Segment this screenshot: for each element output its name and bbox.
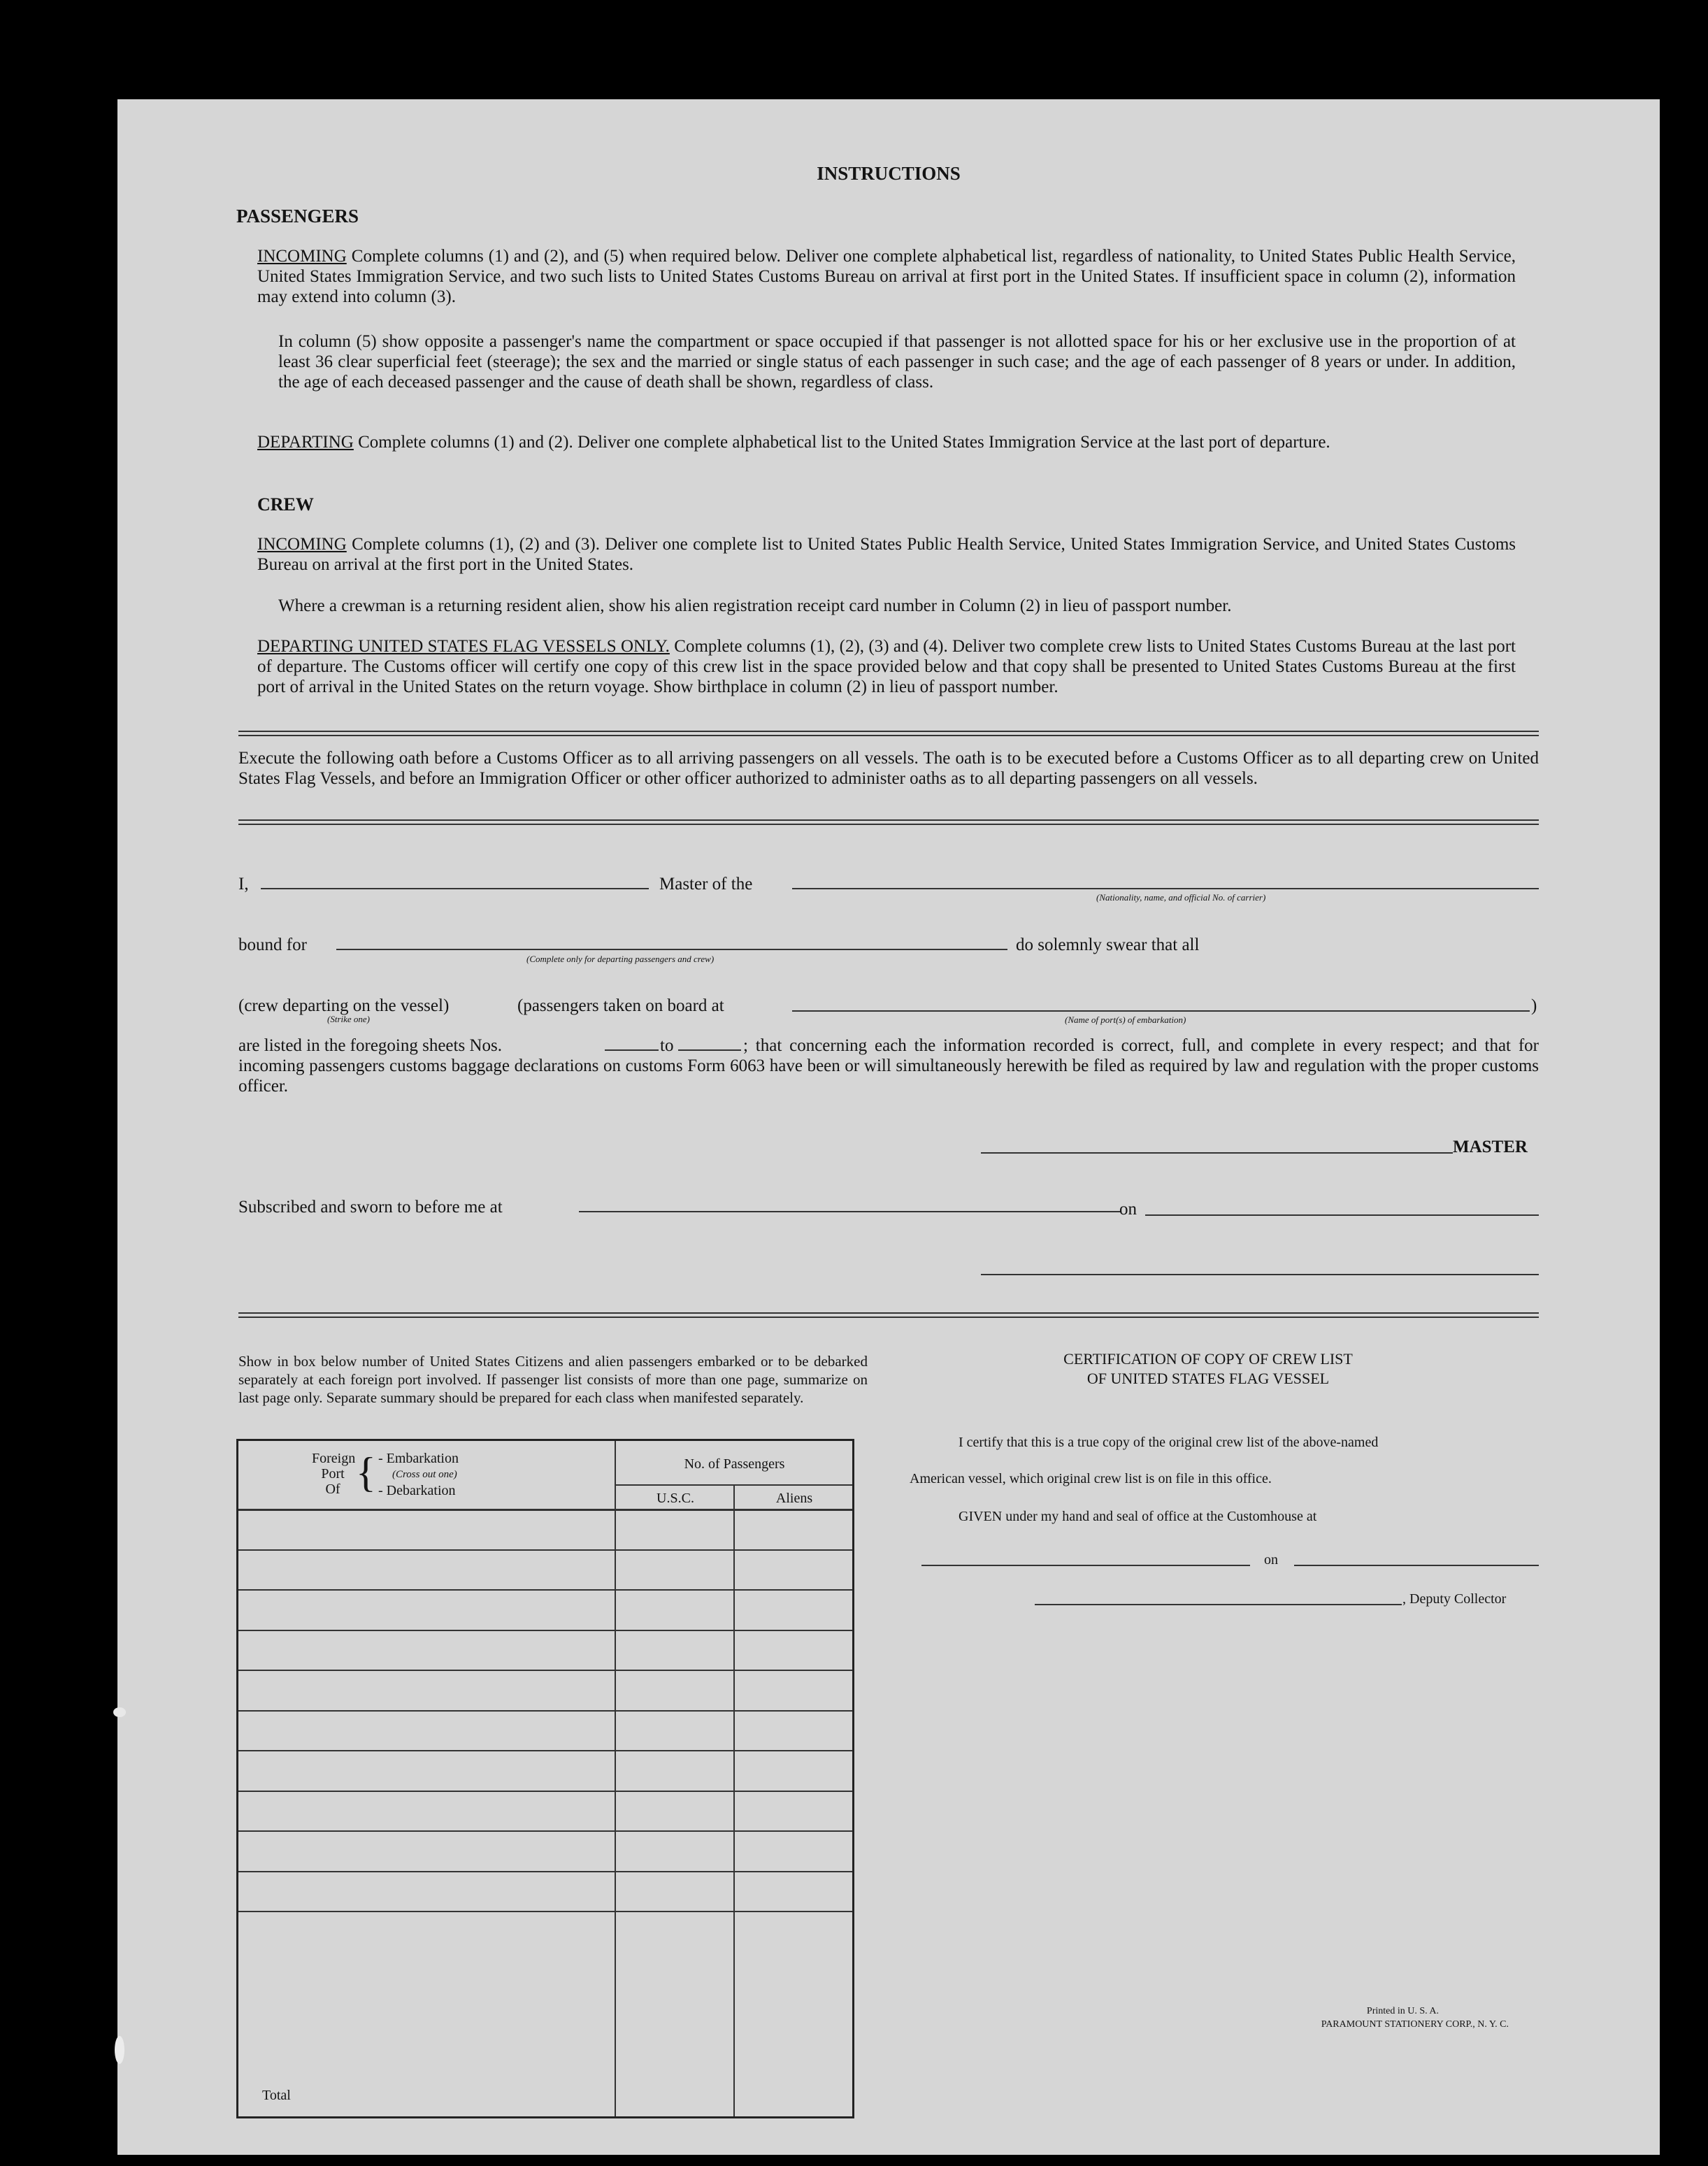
bound-for-label: bound for bbox=[238, 935, 307, 954]
passengers-departing-text: Complete columns (1) and (2). Deliver one complete alphabetical list to the United States Immigration Service at the last port of departure. bbox=[358, 433, 1330, 452]
carrier-field[interactable] bbox=[792, 888, 1539, 889]
total-label: Total bbox=[262, 2088, 291, 2103]
cert-date-field[interactable] bbox=[1294, 1565, 1539, 1566]
usc-header: U.S.C. bbox=[656, 1491, 694, 1506]
passengers-departing-label: DEPARTING bbox=[257, 433, 354, 452]
col-port-line1: Foreign bbox=[312, 1451, 356, 1466]
embarkation-label[interactable]: - Embarkation bbox=[378, 1451, 459, 1466]
oath-execute-paragraph: Execute the following oath before a Customs Officer as to all arriving passengers on all vessels. The oath is to be executed before a Customs Officer as to all departing crew on United States Flag Vessels, and before an Immigration Officer or other officer authorized to administer oaths as to all departing passengers on all vessels. bbox=[238, 749, 1539, 788]
crew-departing-text: Complete columns (1), (2), (3) and (4). Deliver two complete crew lists to United States Customs Bureau at the last port of departure. The Customs officer will certify one copy of this crew list in the space provided below and that copy shall be presented to United States Customs Bureau at the first port of arrival in the United States on the return voyage. Show birthplace in column (2) in lieu of passport number. bbox=[257, 637, 1516, 696]
master-of-the-label: Master of the bbox=[659, 875, 753, 894]
summary-instructions: Show in box below number of United States Citizens and alien passengers embarked or to be debarked separately at each foreign port involved. If passenger list consists of more than one page, summarize on last page only. Separate summary should be prepared for each class when manifested separately. bbox=[238, 1353, 868, 1406]
printer-line1: Printed in U. S. A. bbox=[1366, 2006, 1439, 2016]
close-paren: ) bbox=[1531, 996, 1537, 1015]
given-line: GIVEN under my hand and seal of office at the Customhouse at bbox=[959, 1509, 1317, 1524]
printer-line2: PARAMOUNT STATIONERY CORP., N. Y. C. bbox=[1321, 2019, 1509, 2030]
table-row[interactable] bbox=[238, 1791, 852, 1831]
cert-on-label: on bbox=[1264, 1552, 1278, 1568]
crew-heading: CREW bbox=[257, 494, 314, 515]
instructions-title: INSTRUCTIONS bbox=[817, 163, 961, 184]
sworn-date-field[interactable] bbox=[1145, 1214, 1539, 1216]
customhouse-field[interactable] bbox=[921, 1565, 1250, 1566]
table-row[interactable] bbox=[238, 1830, 852, 1871]
listed-prefix: are listed in the foregoing sheets Nos. bbox=[238, 1036, 502, 1055]
sworn-on-label: on bbox=[1119, 1200, 1137, 1219]
summary-table bbox=[236, 1439, 854, 2118]
table-row[interactable] bbox=[238, 1509, 852, 1549]
table-row[interactable] bbox=[238, 1630, 852, 1670]
certify-line2: American vessel, which original crew list is on file in this office. bbox=[910, 1471, 1272, 1486]
master-signature-field[interactable] bbox=[981, 1152, 1453, 1154]
crew-incoming-label: INCOMING bbox=[257, 535, 347, 554]
divider-double-2 bbox=[238, 819, 1539, 825]
scan-speck bbox=[113, 1707, 126, 1717]
divider-double-3 bbox=[238, 1312, 1539, 1318]
passengers-departing-paragraph bbox=[257, 432, 1516, 452]
listed-rest: ; that concerning each the information recorded is correct, full, and complete in every respect; and that for incoming passengers customs baggage declarations on customs Form 6063 have been or will simultaneously herewith be filed as required by law and regulation with the proper customs officer. bbox=[238, 1036, 1539, 1096]
crew-departing-paragraph bbox=[257, 636, 1516, 697]
table-row[interactable] bbox=[238, 1871, 852, 1912]
embarkation-ports-field[interactable] bbox=[792, 1010, 1530, 1012]
table-row[interactable] bbox=[238, 1750, 852, 1791]
cross-out-hint: (Cross out one) bbox=[392, 1469, 457, 1480]
col-port-line3: Of bbox=[325, 1482, 340, 1497]
bound-for-hint: (Complete only for departing passengers and crew) bbox=[526, 954, 715, 964]
subscribed-label: Subscribed and sworn to before me at bbox=[238, 1198, 503, 1217]
passengers-heading: PASSENGERS bbox=[236, 206, 359, 227]
master-name-field[interactable] bbox=[261, 888, 649, 889]
bound-for-field[interactable] bbox=[336, 949, 1007, 950]
to-label: to bbox=[660, 1036, 674, 1055]
table-row[interactable] bbox=[238, 1670, 852, 1710]
carrier-hint: (Nationality, name, and official No. of carrier) bbox=[1096, 892, 1266, 903]
no-passengers-header: No. of Passengers bbox=[684, 1456, 785, 1472]
crew-incoming-paragraph bbox=[257, 534, 1516, 575]
scan-speck bbox=[115, 2036, 124, 2064]
column5-paragraph: In column (5) show opposite a passenger's name the compartment or space occupied if that passenger is not allotted space for his or her exclusive use in the proportion of at least 36 clear superficial feet (steerage); the sex and the married or single status of each passenger in such case; and the age of each passenger of 8 years or under. In addition, the age of each deceased passenger and the cause of death shall be shown, regardless of class. bbox=[278, 332, 1516, 392]
debarkation-label[interactable]: - Debarkation bbox=[378, 1483, 456, 1498]
crew-departing-label: DEPARTING UNITED STATES FLAG VESSELS ONLY. bbox=[257, 637, 670, 656]
ports-hint: (Name of port(s) of embarkation) bbox=[1065, 1014, 1186, 1025]
cert-title-line1: CERTIFICATION OF COPY OF CREW LIST bbox=[1063, 1350, 1353, 1368]
table-row[interactable] bbox=[238, 1589, 852, 1630]
divider-double bbox=[238, 731, 1539, 736]
form-sheet bbox=[117, 99, 1660, 2155]
cert-title-line2: OF UNITED STATES FLAG VESSEL bbox=[1086, 1370, 1330, 1387]
oath-i-label: I, bbox=[238, 875, 249, 894]
sworn-place-field[interactable] bbox=[579, 1211, 1121, 1212]
col-port-line2: Port bbox=[321, 1466, 345, 1482]
crew-departing-option[interactable]: (crew departing on the vessel) bbox=[238, 996, 450, 1015]
strike-one-hint: (Strike one) bbox=[327, 1014, 371, 1024]
cert-title bbox=[984, 1349, 1432, 1389]
passengers-incoming-paragraph bbox=[257, 246, 1516, 307]
crew-alien-paragraph: Where a crewman is a returning resident alien, show his alien registration receipt card number in Column (2) in lieu of passport number. bbox=[278, 596, 1232, 615]
brace-icon: { bbox=[356, 1449, 376, 1496]
deputy-signature-field[interactable] bbox=[1035, 1604, 1402, 1605]
master-label: MASTER bbox=[1453, 1138, 1528, 1156]
passengers-incoming-label: INCOMING bbox=[257, 247, 347, 266]
printer-imprint bbox=[1145, 2004, 1565, 2031]
crew-incoming-text: Complete columns (1), (2) and (3). Deliver one complete list to United States Public Health Service, United States Immigration Service, and United States Customs Bureau on arrival at the first port in the United States. bbox=[257, 535, 1516, 574]
certify-line1: I certify that this is a true copy of the original crew list of the above-named bbox=[959, 1435, 1379, 1450]
passengers-incoming-text: Complete columns (1) and (2), and (5) when required below. Deliver one complete alphabetical list, regardless of nationality, to United States Public Health Service, United States Immigration Service, and two such lists to United States Customs Bureau on arrival at first port in the United States. If insufficient space in column (2), information may extend into column (3). bbox=[257, 247, 1516, 306]
passengers-taken-option[interactable]: (passengers taken on board at bbox=[517, 996, 724, 1015]
table-row[interactable] bbox=[238, 1549, 852, 1590]
swear-label: do solemnly swear that all bbox=[1016, 935, 1200, 954]
table-row[interactable] bbox=[238, 1710, 852, 1751]
deputy-label: , Deputy Collector bbox=[1402, 1591, 1507, 1607]
officer-signature-field[interactable] bbox=[981, 1274, 1539, 1275]
aliens-header: Aliens bbox=[775, 1491, 813, 1506]
